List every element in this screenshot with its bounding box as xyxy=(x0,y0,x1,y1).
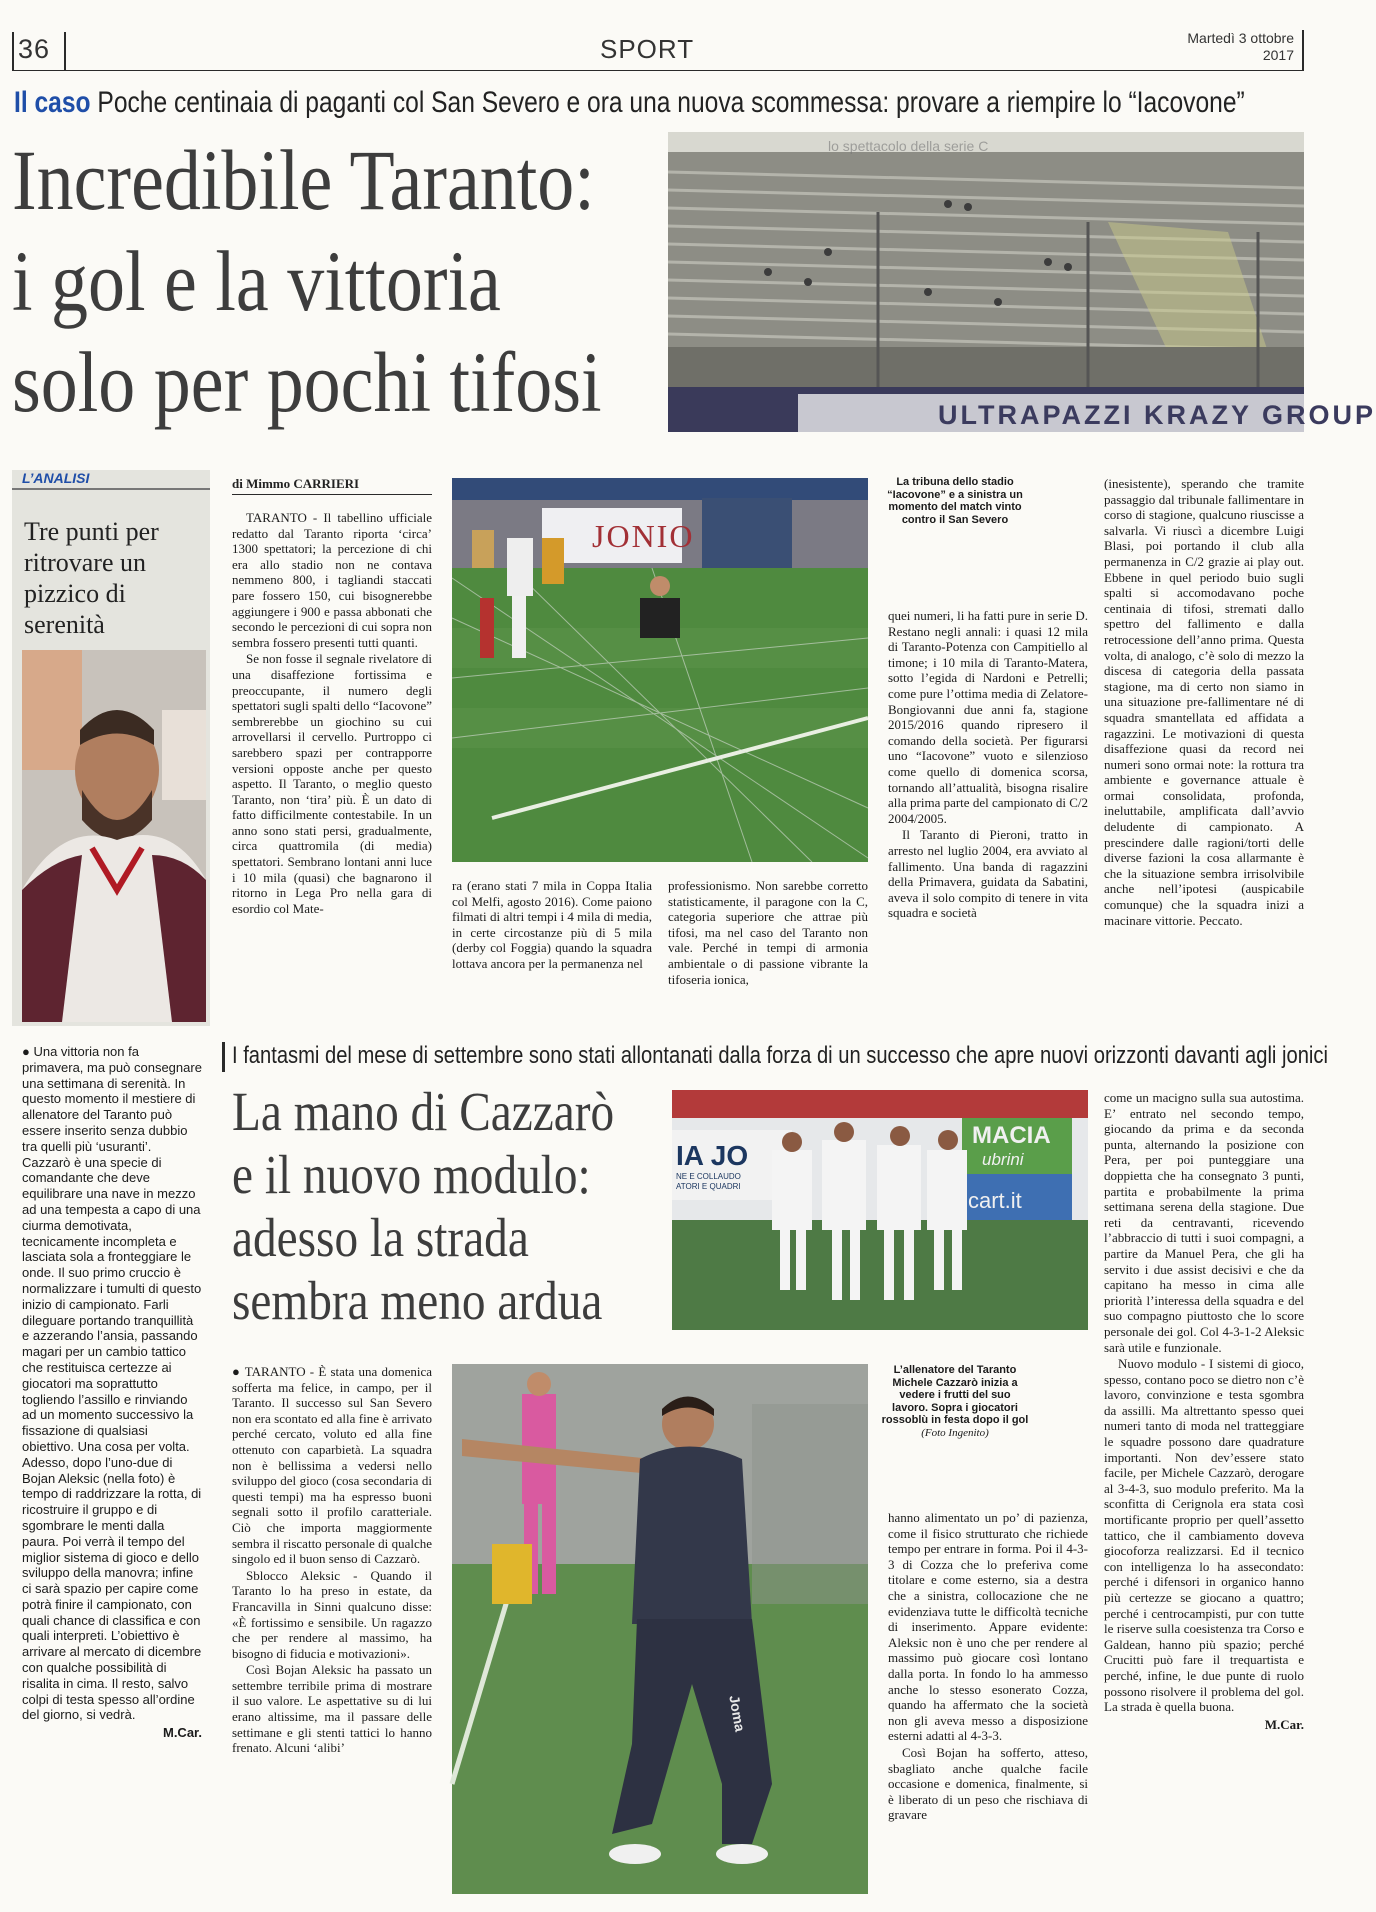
byline-rule xyxy=(232,494,432,495)
story2-col3-paragraph-2: Nuovo modulo - I sistemi di gioco, spesso, contano poco se dietro non c’è lavoro, convinzione e testa sgombra da assilli. Ma altrettanto spesso quei numeri tanto di moda nel tratteggiare le squadre possono dare quadrature importanti. Non dev’essere stato facile, per Michele Cazzarò, derogare al 3-4-3, suo modulo preferito. Ma la sconfitta di Cerignola era stata così mortificante proprio per quell’assetto tattico, che il cambiamento doveva giocoforza realizzarsi. Ed il tecnico con intelligenza lo ha assecondato: perché i difensori in organico hanno più certezze se giocano a quattro; perché i centrocampisti, pur con tutte le riserve sulla coesistenza tra Corso e Galdean, hanno più spazio; perché Crucitti può fare il trequartista e perché, infine, le due punte di ruolo possono risolvere il problema del gol. La strada è quella buona. xyxy=(1104,1356,1304,1715)
story2-column-1 xyxy=(232,1364,432,1896)
story2-kicker-rule xyxy=(222,1042,225,1072)
story2-photo-caption xyxy=(880,1364,1030,1439)
analisi-text xyxy=(22,1044,202,1844)
story2-headline-line3: adesso la strada xyxy=(232,1207,529,1268)
coach-shirt-logo: Joma xyxy=(726,1694,749,1733)
story2-kicker: I fantasmi del mese di settembre sono stati allontanati dalla forza di un successo che apre nuovi orizzonti davanti agli jonici xyxy=(232,1042,1328,1069)
story2-col1-paragraph-2: Sblocco Aleksic - Quando il Taranto lo ha preso in estate, da Francavilla in Sinni qualcuno disse: «È fortissimo e sensibile. Un ragazzo che per rendere al massimo, ha bisogno di fiducia e motivazioni». xyxy=(232,1567,432,1661)
story2-col2-paragraph-2: Così Bojan ha sofferto, atteso, sbagliato anche qualche facile occasione e domenica, finalmente, si è liberato di un peso che rischiava di gravare xyxy=(888,1744,1088,1823)
issue-date xyxy=(1187,30,1294,64)
page-number-divider-right xyxy=(64,32,66,70)
byline-text: di Mimmo CARRIERI xyxy=(232,476,360,491)
aleksic-photo xyxy=(22,650,206,1022)
story1-headline-line1: Incredibile Taranto: xyxy=(12,132,595,228)
story2-caption-text: L’allenatore del Taranto Michele Cazzarò inizia a vedere i frutti del suo lavoro. Sopra i giocatori rossoblù in festa dopo il gol xyxy=(881,1364,1029,1426)
coach-illustration xyxy=(452,1364,868,1894)
page-number: 36 xyxy=(18,34,51,64)
story1-col3-paragraph: professionismo. Non sarebbe corretto statisticamente, il paragone con la C, categoria superiore che attrae più tifosi, ma nel caso del Taranto non vale. Perché in tempi di armonia ambientale o di passione vibrante la tifoseria ionica, xyxy=(668,878,868,987)
story1-column-5 xyxy=(1104,476,1304,1028)
story1-col1-paragraph-1: TARANTO - Il tabellino ufficiale redatto dal Taranto riporta ‘circa’ 1300 spettatori; la percezione di chi era allo stadio non ne contava nemmeno 800, i tagliandi staccati pare fossero 150, cui bisognerebbe aggiungere i 900 e passa abbonati che secondo le percezioni di cui sopra non sembra fossero presenti tutti quanti. xyxy=(232,510,432,650)
story2-headline xyxy=(232,1080,628,1332)
stadium-banner: ULTRAPAZZI KRAZY GROUP xyxy=(938,400,1376,430)
story2-col1-paragraph-1: ● TARANTO - È stata una domenica sofferta ma felice, in campo, per il Taranto. Il successo sul San Severo non era scontato ed alla fine è arrivato perché cercato, voluto ed alla fine ottenuto con caparbietà. La squadra non è bellissima a vedersi nello sviluppo del gioco (cosa secondaria di questi tempi) ma ha espresso buoni segnali sotto il profilo caratteriale. Ciò che importa maggiormente sembra il riscatto personale di qualche singolo ed il buon senso di Cazzarò. xyxy=(232,1364,432,1567)
match-photo-ad: JONIO xyxy=(592,518,695,554)
story2-col1-paragraph-3: Così Bojan Aleksic ha passato un settembre terribile prima di mostrare il suo valore. Le aspettative su di lui erano altissime, ma il passare delle settimane e gli stenti tattici lo hanno frenato. Alcuni ‘alibi’ xyxy=(232,1662,432,1756)
story2-headline-line2: e il nuovo modulo: xyxy=(232,1144,591,1205)
story2-photo-credit: (Foto Ingenito) xyxy=(921,1426,989,1439)
story1-kicker xyxy=(14,86,1245,120)
issue-date-year: 2017 xyxy=(1262,47,1294,63)
story1-col2-paragraph: ra (erano stati 7 mila in Coppa Italia col Melfi, agosto 2016). Come paiono filmati di altri tempi i 4 mila di media, in certe circostanze più di 5 mila (derby col Foggia) quando la squadra lottava ancora per la permanenza nel xyxy=(452,878,652,971)
analisi-paragraph: ● Una vittoria non fa primavera, ma può consegnare una settimana di serenità. In questo momento il mestiere di allenatore del Taranto può essere inserito senza dubbio tra quelli più ‘usuranti’. Cazzarò è una specie di comandante che deve equilibrare una nave in mezzo ad una tempesta a capo di una ciurma demotivata, tecnicamente incompleta e lasciata sola a fronteggiare le onde. Il suo primo cruccio è normalizzare i tumulti di questo inizio di campionato. Farli dileguare portando tranquillità e azzerando l’ansia, passando magari per un cambio tattico che restituisca certezze ai giocatori ma soprattutto togliendo l’assillo e rinviando ad un momento successivo la fissazione di qualsiasi obiettivo. Una cosa per volta. Adesso, dopo l’uno-due di Bojan Aleksic (nella foto) è tempo di raddrizzare la rotta, di ricostruire il gruppo e di sgombrare le menti dalla paura. Poi verrà il tempo del miglior sistema di gioco e dello sviluppo della manovra; infine ci sarà spazio per capire come potrà finire il campionato, con quali chance di classifica e con quali interpreti. L’obiettivo è arrivare al mercato di dicembre con qualche possibilità di risalita in cima. Il resto, salvo colpi di testa spesso all’ordine del giorno, si vedrà. xyxy=(22,1044,202,1723)
story2-headline-line1: La mano di Cazzarò xyxy=(232,1081,615,1142)
story1-column-3 xyxy=(668,878,868,1028)
celebration-ad-3: ubrini xyxy=(982,1150,1024,1169)
story2-headline-line4: sembra meno ardua xyxy=(232,1270,603,1331)
coach-photo xyxy=(452,1364,868,1894)
aleksic-portrait xyxy=(22,650,206,1022)
story2-col3-paragraph-1: come un macigno sulla sua autostima. E’ entrato nel secondo tempo, giocando da prima e da seconda punta, alternando la posizione con Pera, per poi punteggiare una doppietta che ha consegnato 3 punti, partita e probabilmente la prima settimana serena della stagione. Due reti da centravanti, ricevendo l’abbraccio di tutti i suoi compagni, a partire da Manuel Pera, che gli ha servito i due assist decisivi e che da capitano ha messo in cima alle priorità l’interessa della squadra e del suo compagno piuttosto che lo score personale dei gol. Col 4-3-1-2 Aleksic sarà utile e funzionale. xyxy=(1104,1090,1304,1355)
celebration-ad-2: MACIA xyxy=(972,1122,1051,1149)
stadium-photo-top-caption: lo spettacolo della serie C xyxy=(828,138,989,154)
celebration-ad-5: NE E COLLAUDO xyxy=(676,1172,741,1181)
celebration-ad-6: ATORI E QUADRI xyxy=(676,1182,741,1191)
analisi-label: L’ANALISI xyxy=(22,470,90,486)
analisi-signature: M.Car. xyxy=(162,1725,202,1741)
celebration-ad-4: cart.it xyxy=(968,1188,1022,1213)
story1-column-1 xyxy=(232,510,432,1028)
story1-headline-line3: solo per pochi tifosi xyxy=(12,334,602,430)
page-number-divider xyxy=(12,32,14,70)
story1-photo-caption: La tribuna dello stadio “Iacovone” e a sinistra un momento del match vinto contro il San Severo xyxy=(887,476,1023,526)
celebration-photo xyxy=(672,1090,1088,1330)
analisi-title: Tre punti per ritrovare un pizzico di serenità xyxy=(24,517,159,639)
story2-col2-paragraph-1: hanno alimentato un po’ di pazienza, come il fisico strutturato che richiede tempo per entrare in forma. Poi il 4-3-3 di Cozza che lo preferiva come titolare e come esterno, sia a destra che a sinistra, collocazione che ne evidenziava tutte le difficoltà tecniche di inserimento. Appare evidente: Aleksic non è uno che per rendere al massimo può giocare così lontano dalla porta. In fondo lo ha ammesso anche lo stesso esonerato Cozza, quando ha affermato che la società non gli aveva messo a disposizione esterni adatti al 4-3-3. xyxy=(888,1510,1088,1744)
story1-col1-paragraph-2: Se non fosse il segnale rivelatore di una disaffezione fortissima e preoccupante, il numero degli spettatori sugli spalti dello “Iacovone” sembrerebbe un giochino su cui arrovellarsi il cervello. Purtroppo ci sarebbero spazi per contrapporre versioni opposte anche per questo aspetto. Il Taranto, o meglio questo Taranto, non ‘tira’ più. È un dato di fatto difficilmente contestabile. In un anno sono stati persi, gradualmente, circa quattromila (di media) spettatori. Sembrano lontani anni luce i 10 mila (quasi) che bagnarono il ritorno in Lega Pro nella gara di esordio col Mate- xyxy=(232,651,432,916)
story1-kicker-label: Il caso xyxy=(14,86,91,119)
story1-byline xyxy=(232,476,359,492)
header-rule xyxy=(12,70,1304,71)
story1-column-2 xyxy=(452,878,652,1028)
story2-column-2 xyxy=(888,1510,1088,1896)
stadium-stands-illustration xyxy=(668,132,1304,432)
header-date-divider xyxy=(1302,30,1304,70)
stadium-photo xyxy=(668,132,1376,432)
story2-column-3 xyxy=(1104,1090,1304,1886)
analisi-label-rule xyxy=(12,488,210,490)
match-photo xyxy=(452,478,868,862)
story1-column-4 xyxy=(888,608,1088,1028)
story1-headline xyxy=(12,130,602,433)
story1-col5-paragraph: (inesistente), sperando che tramite passaggio dal tribunale fallimentare in corso di stagione, qualcuno riuscisse a salvarla. Vi riuscì a dicembre Luigi Blasi, poi portando il club alla permanenza in C/2 grazie ai play out. Ebbene in quel periodo buio sugli spalti si accomodavano poche centinaia di tifosi, stremati dallo spettro del fallimento e dalla retrocessione dell’anno prima. Questa volta, di analogo, c’è solo di mezzo la discesa di categoria della passata stagione, ma di certo non siamo in una situazione pre-fallimentare né di squadra smantellata ed affidata a ragazzini. Le motivazioni di questa disaffezione quasi da record nei numeri sono ormai note: la rottura tra ambiente e governance attuale è ormai consolidata, profonda, ineluttabile, amplificata dall’avvio deludente di campionato. A prescindere dalle ragioni/torti delle diverse fazioni la cosa allarmante è che la situazione sembra irrisolvibile anche nell’ipotesi (auspicabile comunque) che la squadra inizi a macinare vittorie. Peccato. xyxy=(1104,476,1304,928)
section-title: SPORT xyxy=(600,34,695,64)
story2-signature: M.Car. xyxy=(1264,1716,1304,1732)
celebration-ad-1: IA JO xyxy=(676,1140,749,1171)
story1-col4-paragraph-2: Il Taranto di Pieroni, tratto in arresto nel luglio 2004, era avviato al fallimento. Una banda di ragazzini della Primavera, guidata da Sabatini, aveva il solo compito di tenere in vita squadra e società xyxy=(888,827,1088,921)
story1-headline-line2: i gol e la vittoria xyxy=(12,233,501,329)
issue-date-weekday: Martedì 3 ottobre xyxy=(1187,30,1294,46)
story1-kicker-text: Poche centinaia di paganti col San Severo e ora una nuova scommessa: provare a riempire lo “Iacovone” xyxy=(97,86,1245,119)
story1-col4-paragraph-1: quei numeri, li ha fatti pure in serie D. Restano negli annali: i quasi 12 mila di Taranto-Potenza con Campitiello al timone; i 10 mila di Taranto-Matera, sotto l’egida di Nardoni e Petrelli; come pure l’ottima media di Zelatore-Bongiovanni due anni fa, stagione 2015/2016 quando ripresero il comando della società. Per figurarsi uno “Iacovone” vuoto e silenzioso come quello di domenica scorsa, tornando all’attualità, bisogna risalire alla prima parte del campionato di C/2 2004/2005. xyxy=(888,608,1088,826)
